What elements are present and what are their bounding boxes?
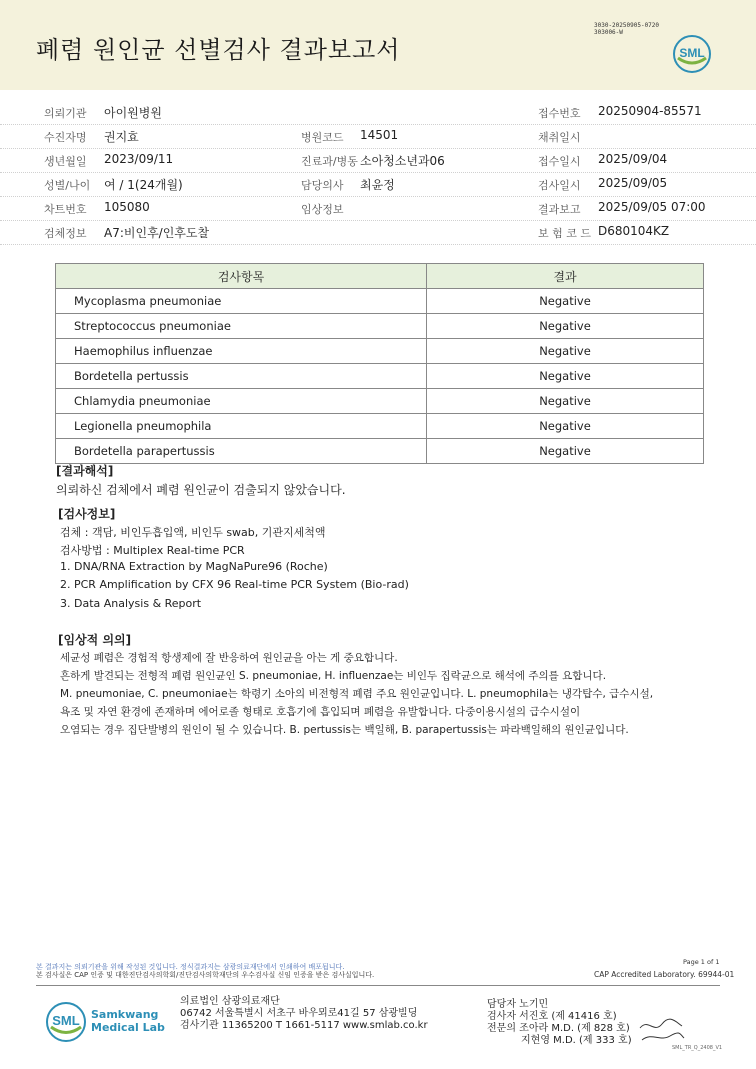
staff-line: 지현영 M.D. (제 333 호) [521,1035,632,1046]
footer-note: 본 결과지는 의뢰기관을 위해 작성된 것입니다. 정식결과지는 삼광의료재단에서 인쇄하여 배포됩니다. [36,963,345,971]
test-item: Bordetella pertussis [56,364,427,389]
label-department: 진료과/병동 [301,155,358,168]
table-row [56,314,704,339]
label-specimen: 검체정보 [44,227,87,240]
value-doctor: 최윤정 [360,178,395,192]
test-result: Negative [427,439,704,464]
results-table [55,263,704,464]
interpretation-title: [결과해석] [56,464,114,478]
test-result: Negative [427,414,704,439]
accreditation-note: 본 검사실은 CAP 인증 및 대한진단검사의학회/진단검사의학재단의 우수검사실 신임 인증을 받은 검사실입니다. [36,971,375,979]
label-test-date: 검사일시 [538,179,581,192]
signature-icon [636,1014,686,1044]
footer-divider [36,985,720,986]
sml-footer-logo-icon [44,1000,88,1044]
label-birth-date: 생년월일 [44,155,87,168]
clinical-line: M. pneumoniae, C. pneumoniae는 학령기 소아의 비전형적 폐렴 주요 원인균입니다. L. pneumophila는 냉각탑수, 급수시설, [60,688,654,700]
test-item: Legionella pneumophila [56,414,427,439]
value-specimen: A7:비인후/인후도찰 [104,226,210,240]
table-row [56,414,704,439]
test-result: Negative [427,314,704,339]
test-item: Bordetella parapertussis [56,439,427,464]
address-line: 의료법인 삼광의료재단 [180,996,280,1007]
label-clinical-info: 임상정보 [301,203,344,216]
value-institution: 아이원병원 [104,106,162,120]
staff-signatures [487,999,632,1047]
value-receipt-no: 20250904-85571 [598,104,702,118]
test-info-title: [검사정보] [58,507,116,521]
clinical-line: 흔하게 발견되는 전형적 폐렴 원인균인 S. pneumoniae, H. influenzae는 비인두 집락균으로 해석에 주의를 요합니다. [60,670,607,682]
document-code-line: 303006-W [594,29,623,36]
info-row [0,100,756,125]
label-hospital-code: 병원코드 [301,131,344,144]
company-address [180,996,428,1032]
table-row [56,439,704,464]
label-institution: 의뢰기관 [44,107,87,120]
address-line: 06742 서울특별시 서초구 바우뫼로41길 57 삼광빌딩 [180,1008,418,1019]
label-receipt-date: 접수일시 [538,155,581,168]
test-info-line: 3. Data Analysis & Report [60,597,202,610]
label-patient-name: 수진자명 [44,131,87,144]
value-birth-date: 2023/09/11 [104,152,174,166]
value-insurance-code: D680104KZ [598,224,670,238]
test-item: Haemophilus influenzae [56,339,427,364]
value-patient-name: 권지효 [104,130,139,144]
clinical-line: 욕조 및 자연 환경에 존재하며 에어로졸 형태로 호흡기에 흡입되며 폐렴을 유발합니다. 다중이용시설의 급수시설이 [60,706,581,718]
address-line: 검사기관 11365200 T 1661-5117 www.smlab.co.kr [180,1020,428,1031]
staff-line: 전문의 조아라 M.D. (제 828 호) [487,1023,630,1034]
test-result: Negative [427,389,704,414]
test-item: Mycoplasma pneumoniae [56,289,427,314]
document-code-line: 3030-20250905-0720 [594,22,660,29]
company-name-line: Medical Lab [91,1021,165,1034]
table-row [56,289,704,314]
staff-line: 담당자 노기민 [487,999,549,1010]
test-item: Chlamydia pneumoniae [56,389,427,414]
test-info-line: 2. PCR Amplification by CFX 96 Real-time PCR System (Bio-rad) [60,578,409,591]
label-report-date: 결과보고 [538,203,581,216]
value-report-date: 2025/09/05 07:00 [598,200,706,214]
test-result: Negative [427,339,704,364]
label-chart-no: 차트번호 [44,203,87,216]
info-row [0,124,756,149]
info-row [0,172,756,197]
footer-logo-text: SML [52,1013,80,1028]
value-hospital-code: 14501 [360,128,399,142]
clinical-title: [임상적 의의] [58,633,132,647]
info-row [0,220,756,245]
cap-accreditation: CAP Accredited Laboratory. 69944-01 [594,970,735,979]
test-info-line: 검사방법 : Multiplex Real-time PCR [60,544,245,557]
company-name [91,1008,165,1034]
table-row [56,339,704,364]
test-info-line: 1. DNA/RNA Extraction by MagNaPure96 (Roche) [60,560,328,573]
value-test-date: 2025/09/05 [598,176,668,190]
info-row [0,196,756,221]
header-result: 결과 [427,264,704,289]
test-info-line: 검체 : 객담, 비인두흡입액, 비인두 swab, 기관지세척액 [60,526,326,539]
label-insurance-code: 보 험 코 드 [538,227,591,240]
interpretation-text: 의뢰하신 검체에서 폐렴 원인균이 검출되지 않았습니다. [56,483,346,497]
label-sex-age: 성별/나이 [44,179,91,192]
value-chart-no: 105080 [104,200,150,214]
header-test-item: 검사항목 [56,264,427,289]
value-receipt-date: 2025/09/04 [598,152,668,166]
logo-text: SML [679,46,705,60]
info-row [0,148,756,173]
clinical-line: 오염되는 경우 집단발병의 원인이 될 수 있습니다. B. pertussis는 백일해, B. parapertussis는 파라백일해의 원인균입니다. [60,724,629,736]
table-row [56,389,704,414]
sml-logo-icon [672,34,712,74]
label-doctor: 담당의사 [301,179,344,192]
test-item: Streptococcus pneumoniae [56,314,427,339]
label-receipt-no: 접수번호 [538,107,581,120]
company-name-line: Samkwang [91,1008,159,1021]
label-collection-date: 채취일시 [538,131,581,144]
test-result: Negative [427,364,704,389]
results-header-row [56,264,704,289]
form-code: SML_TR_Q_2408_V1 [672,1045,723,1051]
page-indicator: Page 1 of 1 [683,958,720,966]
document-code [594,22,659,36]
value-department: 소아청소년과06 [360,154,445,168]
table-row [56,364,704,389]
test-result: Negative [427,289,704,314]
value-sex-age: 여 / 1(24개월) [104,178,183,192]
report-title: 폐렴 원인균 선별검사 결과보고서 [36,36,401,64]
clinical-line: 세균성 폐렴은 경험적 항생제에 잘 반응하여 원인균을 아는 게 중요합니다. [60,652,398,664]
staff-line: 검사자 서진호 (제 41416 호) [487,1011,617,1022]
